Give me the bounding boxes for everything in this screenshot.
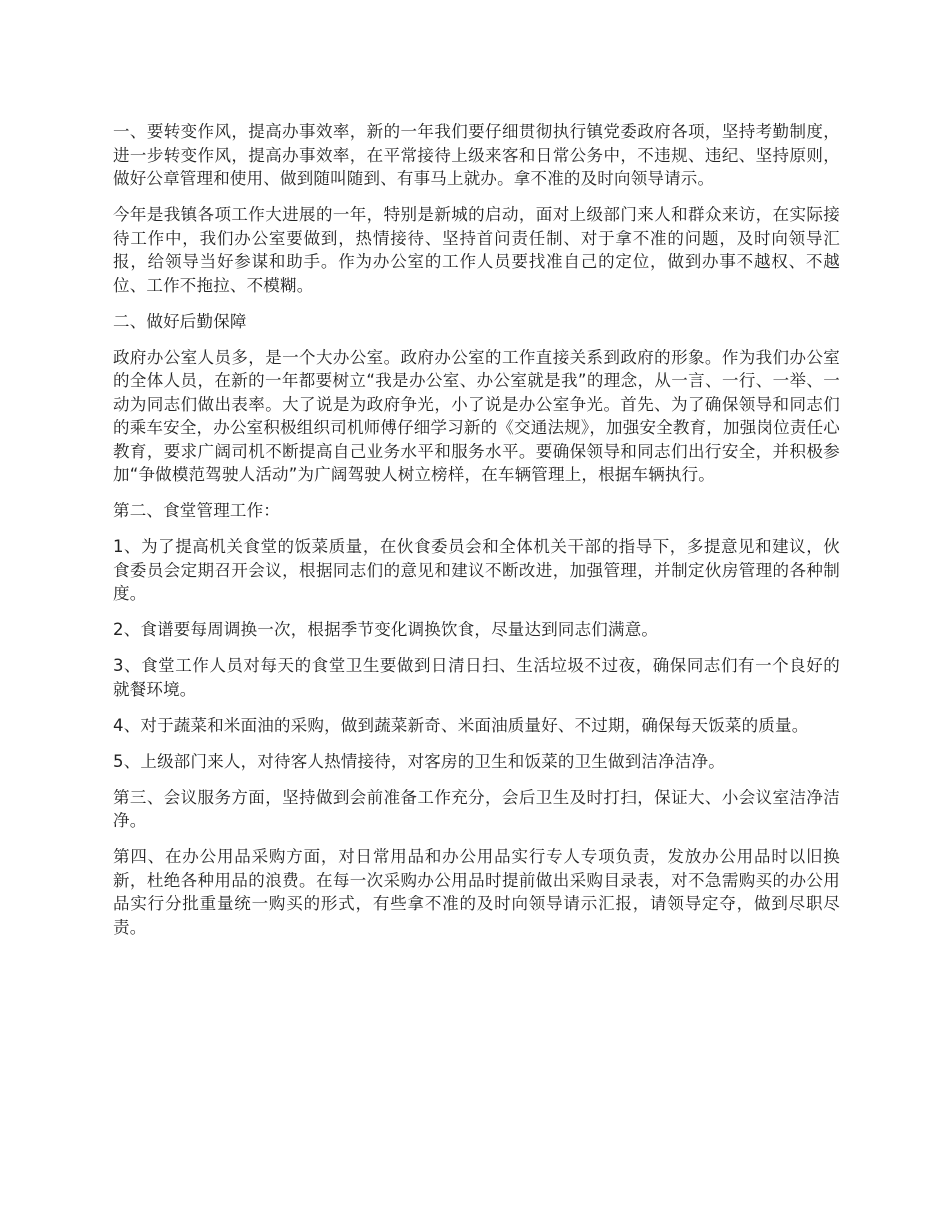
paragraph-meeting-service: 第三、会议服务方面，坚持做到会前准备工作充分，会后卫生及时打扫，保证大、小会议室洁净洁净。 xyxy=(113,787,840,830)
list-item-2: 2、食谱要每周调换一次，根据季节变化调换饮食，尽量达到同志们满意。 xyxy=(113,620,659,639)
paragraph-office-supplies: 第四、在办公用品采购方面，对日常用品和办公用品实行专人专项负责，发放办公用品时以旧换新，杜绝各种用品的浪费。在每一次采购办公用品时提前做出采购目录表，对不急需购买的办公用品实行分批重量统一购买的形式，有些拿不准的及时向领导请示汇报，请领导定夺，做到尽职尽责。 xyxy=(113,847,840,937)
paragraph-1: 一、要转变作风，提高办事效率，新的一年我们要仔细贯彻执行镇党委政府各项，坚持考勤制度，进一步转变作风，提高办事效率，在平常接待上级来客和日常公务中，不违规、违纪、坚持原则，做好公章管理和使用、做到随叫随到、有事马上就办。拿不准的及时向领导请示。 xyxy=(113,122,840,188)
section-heading-logistics: 二、做好后勤保障 xyxy=(113,311,247,331)
list-item-3: 3、食堂工作人员对每天的食堂卫生要做到日清日扫、生活垃圾不过夜，确保同志们有一个良好的就餐环境。 xyxy=(113,656,840,699)
section-heading-canteen: 第二、食堂管理工作： xyxy=(113,501,280,520)
document-body xyxy=(113,120,840,952)
list-item-1: 1、为了提高机关食堂的饭菜质量，在伙食委员会和全体机关干部的指导下，多提意见和建议，伙食委员会定期召开会议，根据同志们的意见和建议不断改进，加强管理，并制定伙房管理的各种制度。 xyxy=(113,537,840,603)
list-item-4: 4、对于蔬菜和米面油的采购，做到蔬菜新奇、米面油质量好、不过期，确保每天饭菜的质量。 xyxy=(113,715,809,735)
list-item-5: 5、上级部门来人，对待客人热情接待，对客房的卫生和饭菜的卫生做到洁净洁净。 xyxy=(113,751,725,771)
paragraph-3: 政府办公室人员多，是一个大办公室。政府办公室的工作直接关系到政府的形象。作为我们办公室的全体人员，在新的一年都要树立“我是办公室、办公室就是我”的理念，从一言、一行、一举、一动为同志们做出表率。大了说是为政府争光，小了说是办公室争光。首先、为了确保领导和同志们的乘车安全，办公室积极组织司机师傅仔细学习新的《交通法规》，加强安全教育，加强岗位责任心教育，要求广阔司机不断提高自己业务水平和服务水平。要确保领导和同志们出行安全，并积极参加“争做模范驾驶人活动”为广阔驾驶人树立榜样，在车辆管理上，根据车辆执行。 xyxy=(113,347,840,484)
paragraph-2: 今年是我镇各项工作大进展的一年，特别是新城的启动，面对上级部门来人和群众来访，在实际接待工作中，我们办公室要做到，热情接待、坚持首问责任制、对于拿不准的问题，及时向领导汇报，给领导当好参谋和助手。作为办公室的工作人员要找准自己的定位，做到办事不越权、不越位、工作不拖拉、不模糊。 xyxy=(113,205,840,295)
